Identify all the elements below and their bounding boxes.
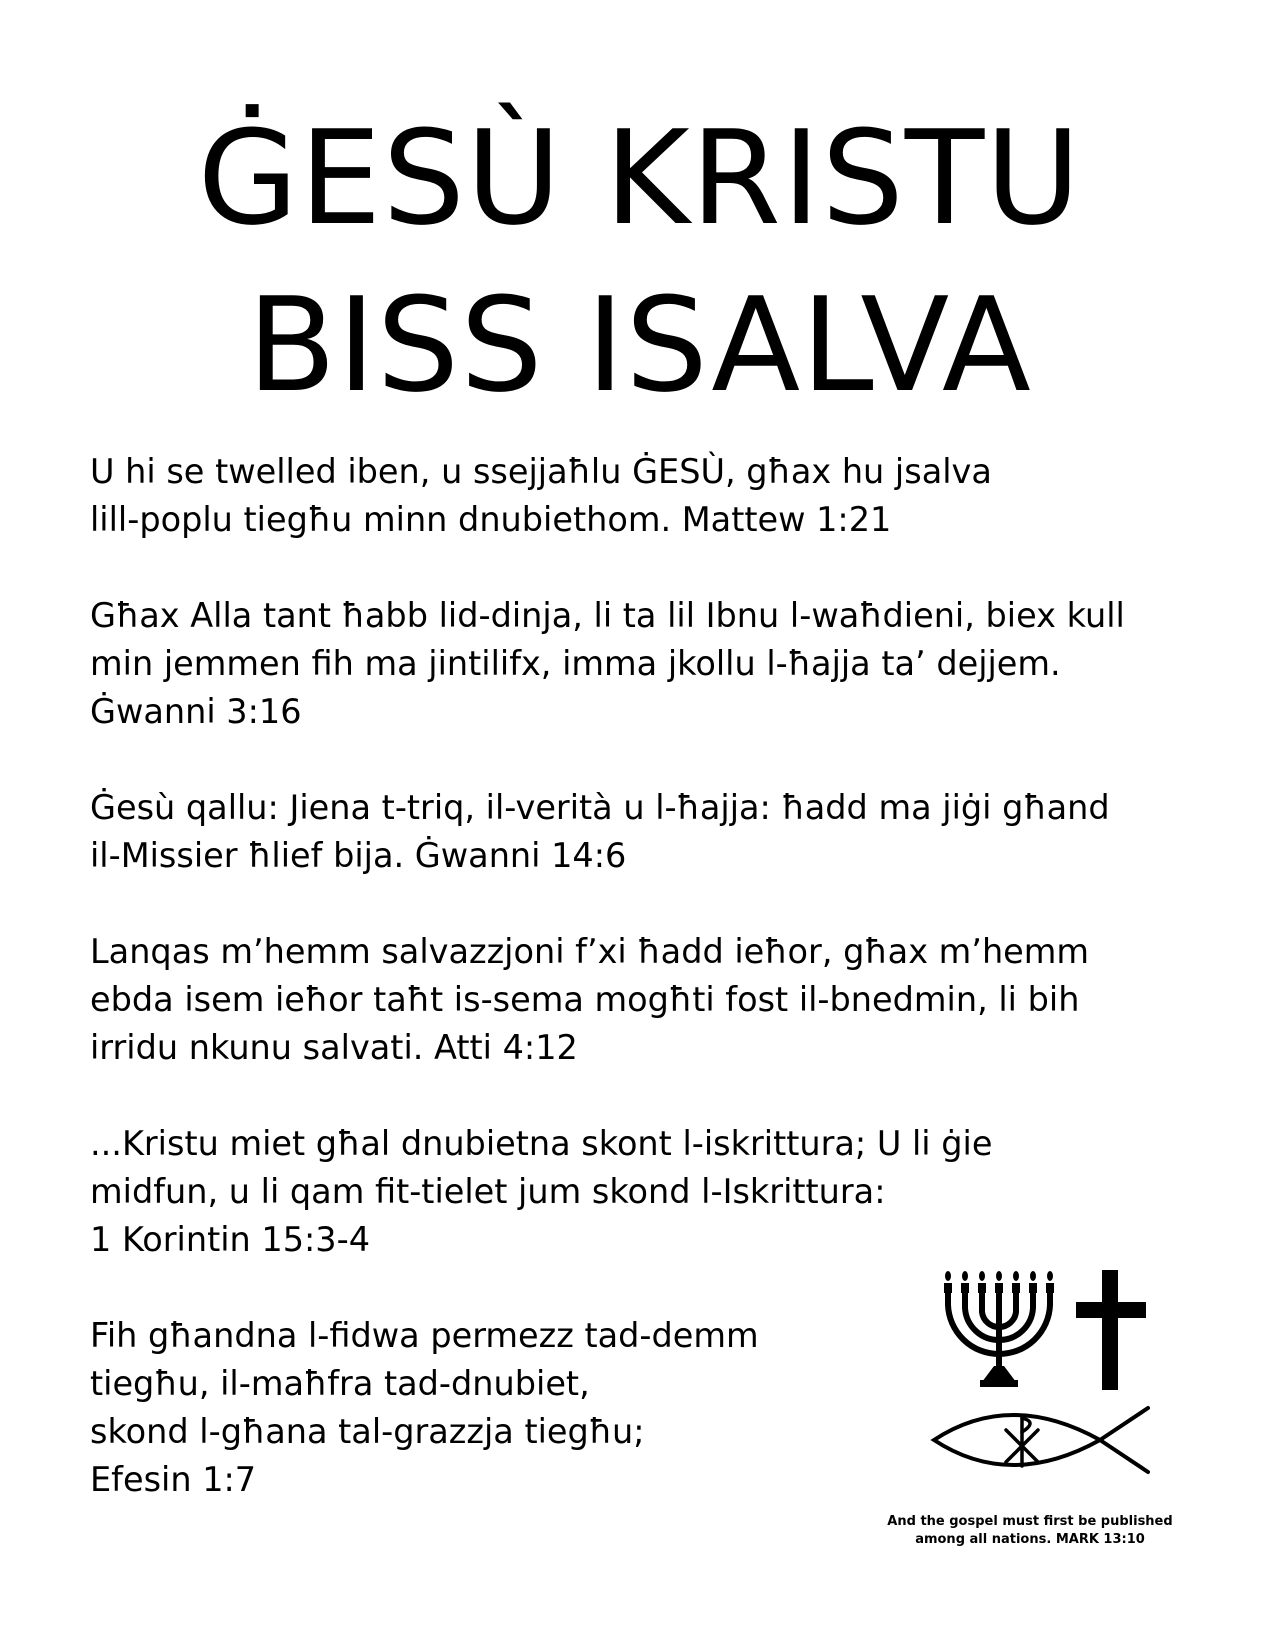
page-title-line-1: ĠESÙ KRISTU	[197, 102, 1082, 254]
page-title-line-2: BISS ISALVA	[247, 269, 1032, 421]
verse-line: il-Missier ħlief bija. Ġwanni 14:6	[90, 836, 627, 875]
verse-line: Għax Alla tant ħabb lid-dinja, li ta lil Ibnu l-waħdieni, biex kull	[90, 596, 1125, 635]
verse-gwanni-14-6	[90, 784, 1210, 880]
verse-line: tiegħu, il-maħfra tad-dnubiet,	[90, 1364, 590, 1403]
verse-line: Ġesù qallu: Jiena t-triq, il-verità u l-ħajja: ħadd ma jiġi għand	[90, 788, 1110, 827]
faith-symbols	[920, 1270, 1180, 1500]
verse-line: Fih għandna l-fidwa permezz tad-demm	[90, 1316, 759, 1355]
verse-line: skond l-għana tal-grazzja tiegħu;	[90, 1412, 645, 1451]
verse-1-korintin-15-3-4	[90, 1120, 1210, 1264]
verse-gwanni-3-16	[90, 592, 1210, 736]
footnote-line-2: among all nations. MARK 13:10	[915, 1532, 1145, 1547]
ichthys-chi-rho-icon	[930, 1400, 1160, 1480]
footnote-line-1: And the gospel must first be published	[887, 1514, 1173, 1529]
verse-line: lill-poplu tiegħu minn dnubiethom. Mattew 1:21	[90, 500, 892, 539]
cross-icon	[1072, 1270, 1152, 1390]
verse-line: midfun, u li qam fit-tielet jum skond l-Iskrittura:	[90, 1172, 886, 1211]
verse-line: U hi se twelled iben, u ssejjaħlu ĠESÙ, għax hu jsalva	[90, 452, 992, 491]
footnote	[880, 1513, 1180, 1549]
verse-line: min jemmen fih ma jintilifx, imma jkollu l-ħajja ta’ dejjem.	[90, 644, 1061, 683]
verse-line: Lanqas m’hemm salvazzjoni f’xi ħadd ieħor, għax m’hemm	[90, 932, 1090, 971]
verse-line: 1 Korintin 15:3-4	[90, 1220, 371, 1259]
verse-line: ebda isem ieħor taħt is-sema mogħti fost il-bnedmin, li bih	[90, 980, 1080, 1019]
verse-line: ...Kristu miet għal dnubietna skont l-iskrittura; U li ġie	[90, 1124, 993, 1163]
verse-line: Efesin 1:7	[90, 1460, 257, 1499]
menorah-icon	[940, 1270, 1060, 1390]
verse-mattew-1-21	[90, 448, 1210, 544]
verse-line: Ġwanni 3:16	[90, 692, 302, 731]
verse-line: irridu nkunu salvati. Atti 4:12	[90, 1028, 578, 1067]
verse-atti-4-12	[90, 928, 1210, 1072]
